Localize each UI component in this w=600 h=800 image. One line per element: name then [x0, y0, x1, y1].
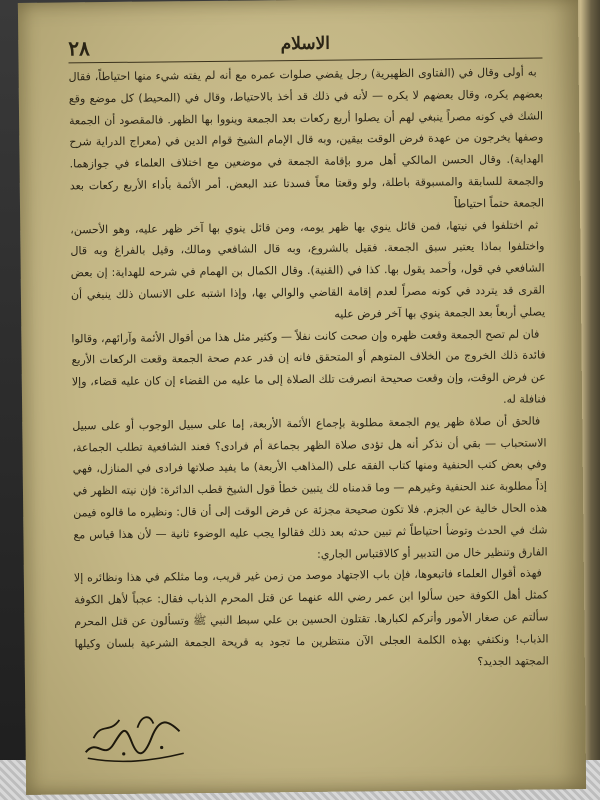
paragraph: فالحق أن صلاة ظهر يوم الجمعة مطلوبة بإجماع الأئمة الأربعة، إما على سبيل الوجوب أو على سبيل الاستحباب — بقي أن نذكر أنه هل تؤدى صلاة الظهر بجماعة أم فرادى؟ فعند الشافعية تطلب الجماعة، وفي بعض كتب الحنفية ومنها كتاب الفقه على (المذاهب الأربعة) ما يفيد صلاتها فرادى في المنازل، فهي إذاً مطلوبة عند الحنفية وغيرهم — وما قدمناه لك يتبين خطأ قول الشيخ قطب الدائرة: فإن نيته الظهر في هذه الحال خالية عن الجزم. فلا تكون صحيحة مجزئة عن فرض الوقت إلى أن قال: ونظيره ما قالوه فيمن شك في الحدث وتوضأ احتياطاً ثم تبين حدثه بعد ذلك فقالوا يجب عليه الوضوء ثانية — لأن هذا قياس مع الفارق وتنظير خال من التدبير أو كالاقتباس الجاري: — [72, 414, 548, 561]
paragraph: به أولى وقال في (الفتاوى الظهيرية) رجل يقضي صلوات عمره مع أنه لم يفته شيء منها احتياطاً، فقال بعضهم يكره، وقال بعضهم لا يكره — لأنه في ذلك قد أخذ بالاحتياط، وقال في (المحيط) كل موضع وقع الشك في كونه مصراً ينبغي لهم أن يصلوا أربع ركعات بعد الجمعة وينووا بها الظهر. فالمقصود أن الجمعة وصفها يخرجون من عهدة فرض الوقت بيقين، وبه قال الإمام الشيخ قوام الدين في (معراج الدراية شرح الهداية). وقال الحسن المالكي أهل مرو بإقامة الجمعة في موضعين مع اختلاف العلماء في جوازهما. والجمعة للسابقة والمسبوقة باطلة، ولو وقعتا معاً فسدتا عند البعض. أمر الأئمة بأداء الأربع ركعات بعد الجمعة حتماً احتياطاً — [68, 65, 545, 211]
paragraph: ثم اختلفوا في نيتها، فمن قائل ينوي بها ظهر يومه، ومن قائل ينوي بها آخر ظهر عليه، وهو الأحسن، واختلفوا بماذا يعتبر سبق الجمعة. فقيل بالشروع، وبه قال الشافعي ومالك، وقيل بالفراغ وبه قال الشافعي في قول، وأحمد يقول بها. كذا في (القنية). وقال الكمال بن الهمام في شرحه للهداية: إن بعض القرى قد يتردد في كونه مصراً لعدم إقامة القاضي والوالي بها، وإذا اشتبه على الانسان ذلك ينبغي أن يصلي أربعاً بعد الجمعة ينوي بها آخر فرض عليه — [70, 218, 546, 321]
page-header — [68, 31, 542, 61]
running-title: الاسلام — [280, 33, 331, 55]
handwritten-signature — [79, 707, 190, 764]
body-text — [69, 61, 550, 706]
book-page — [18, 0, 586, 795]
paragraph: فهذه أقوال العلماء فاتبعوها، فإن باب الاجتهاد موصد من زمن غير قريب، وما مثلكم في هذا ونظائره إلا كمثل أهل الكوفة حين سألوا ابن عمر رضي الله عنهما عن قتل المحرم الذباب فقال: عجباً لأهل الكوفة سألتم عن صغار الأمور وأتركم لكبارها. تقتلون الحسين بن علي سبط النبي ﷺ وتسألون عن قتل المحرم الذباب! ونكتفي بهذه الكلمة العجلى الآن منتظرين ما تجود به قريحة الجمعة الشرعية بلسان وكيلها المجتهد الجديد؟ — [73, 566, 549, 668]
page-number: ٢٨ — [68, 36, 90, 61]
paragraph: فان لم تصح الجمعة وقعت ظهره وإن صحت كانت نفلاً — وكثير مثل هذا من أقوال الأئمة وآرائهم، وقالوا فائدة ذلك الخروج من الخلاف المتوهم أو المتحقق فانه إن قدر عدم صحة الجمعة وقعت الركعات الأربع عن فرض الوقت، وإن وقعت صحيحة انصرفت تلك الصلاة إلى ما عليه من القضاء إن كان عليه قضاء، وإلا فنافلة له. — [71, 327, 547, 406]
